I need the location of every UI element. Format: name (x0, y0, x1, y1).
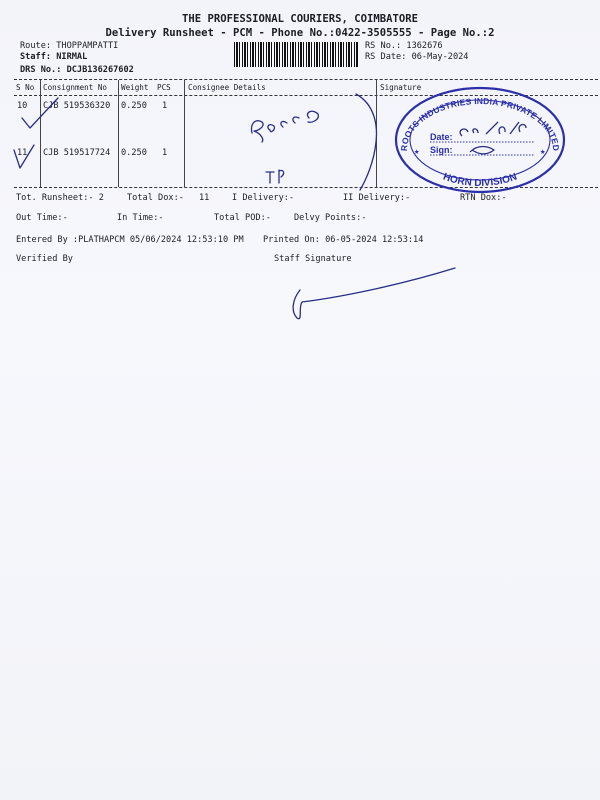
out-time: Out Time:- (16, 213, 68, 223)
staff-label: Staff: NIRMAL (20, 52, 88, 62)
second-delivery: II Delivery:- (343, 193, 411, 203)
entered-by: Entered By :PLATHAPCM 05/06/2024 12:53:10 PM (16, 235, 244, 245)
stamp-star-icon: ★ (540, 147, 546, 157)
row-weight: 0.250 (121, 148, 147, 158)
row-consignment: CJB 519536320 (43, 101, 111, 111)
row-pcs: 1 (162, 101, 168, 111)
printed-on: Printed On: 06-05-2024 12:53:14 (263, 235, 424, 245)
verified-by: Verified By (16, 254, 73, 264)
column-header-consignee: Consignee Details (188, 83, 266, 92)
row-consignment: CJB 519517724 (43, 148, 111, 158)
total-pod: Total POD:- (214, 213, 271, 223)
column-header-signature: Signature (380, 83, 422, 92)
total-dox-label: Total Dox:- (127, 193, 184, 203)
rs-number: RS No.: 1362676 (365, 41, 443, 51)
column-header-pcs: PCS (157, 83, 171, 92)
company-title: THE PROFESSIONAL COURIERS, COIMBATORE (182, 13, 418, 25)
stamp-company-name: ROOTS INDUSTRIES INDIA PRIVATE LIMITED (398, 96, 562, 152)
total-dox-value: 11 (199, 193, 210, 203)
in-time: In Time:- (117, 213, 164, 223)
column-header-consignment: Consignment No (43, 83, 108, 92)
row-sno: 10 (17, 101, 28, 111)
stamp-date-label: Date: (430, 132, 453, 142)
drs-number: DRS No.: DCJB136267602 (20, 65, 134, 75)
stamp-division: HORN DIVISION (441, 171, 519, 189)
column-header-weight: Weight (121, 83, 149, 92)
rs-date: RS Date: 06-May-2024 (365, 52, 469, 62)
row-weight: 0.250 (121, 101, 147, 111)
stamp-sign-label: Sign: (430, 145, 453, 155)
column-header-sno: S No (16, 83, 35, 92)
stamp-star-icon: ★ (414, 147, 420, 157)
total-runsheet: Tot. Runsheet:- 2 (16, 193, 104, 203)
runsheet-subtitle: Delivery Runsheet - PCM - Phone No.:0422-3505555 - Page No.:2 (105, 27, 495, 39)
route-label: Route: THOPPAMPATTI (20, 41, 119, 51)
return-dox: RTN Dox:- (460, 193, 507, 203)
delivery-points: Delvy Points:- (294, 213, 367, 223)
first-delivery: I Delivery:- (232, 193, 295, 203)
row-pcs: 1 (162, 148, 168, 158)
staff-signature-label: Staff Signature (274, 254, 352, 264)
row-sno: 11 (17, 148, 28, 158)
